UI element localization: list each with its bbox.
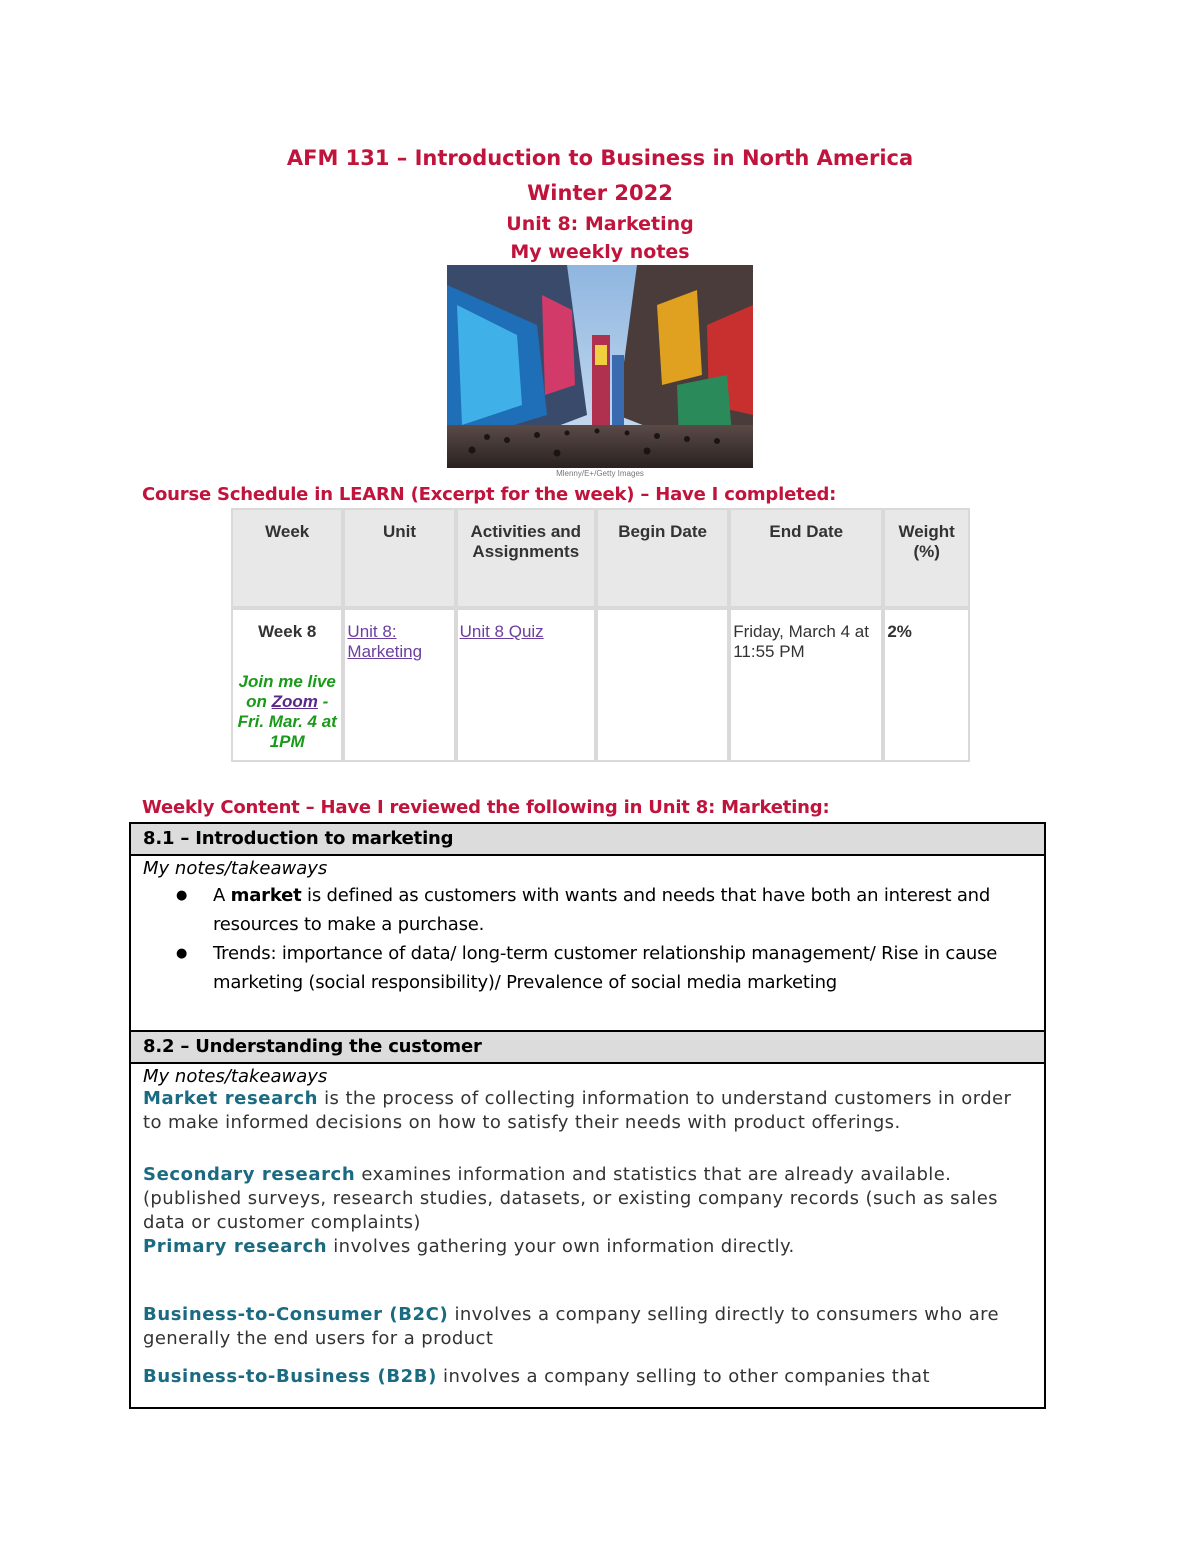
schedule-table (231, 508, 970, 762)
schedule-heading: Course Schedule in LEARN (Excerpt for the week) – Have I completed: (142, 484, 837, 505)
column-header: Weight (%) (883, 508, 970, 608)
term: Business-to-Consumer (B2C) (143, 1304, 449, 1325)
term: Primary research (143, 1236, 328, 1257)
term: Secondary research (143, 1164, 356, 1185)
paragraph-secondary-research (143, 1163, 1032, 1235)
zoom-link[interactable]: Zoom (271, 692, 318, 711)
paragraph-b2b (143, 1365, 1032, 1389)
column-header: Unit (343, 508, 455, 608)
paragraph-b2c (143, 1303, 1032, 1351)
notes-label: My notes/takeaways (143, 1066, 328, 1087)
column-header: Week (231, 508, 343, 608)
live-session-note (235, 672, 339, 752)
column-header: End Date (729, 508, 883, 608)
section-8-2-title: 8.2 – Understanding the customer (131, 1032, 1044, 1064)
weekly-content-table (129, 822, 1046, 1409)
unit-link[interactable]: Unit 8: Marketing (347, 622, 423, 661)
image-credit: Mlenny/E+/Getty Images (556, 469, 644, 478)
term-label: Winter 2022 (527, 181, 673, 205)
notes-label: My notes/takeaways (143, 858, 328, 879)
quiz-link[interactable]: Unit 8 Quiz (459, 622, 544, 641)
market-term: market (230, 885, 302, 906)
column-header: Activities and Assignments (456, 508, 596, 608)
section-8-2-body (131, 1064, 1044, 1391)
definition: is the process of collecting information to understand customers in order to make informed decisions on how to satisfy their needs with product offerings. (143, 1088, 1012, 1133)
weekly-content-heading: Weekly Content – Have I reviewed the following in Unit 8: Marketing: (142, 797, 830, 818)
course-title: AFM 131 – Introduction to Business in North America (286, 146, 914, 170)
table-row (231, 608, 970, 762)
unit-cell (343, 608, 455, 762)
weight-cell: 2% (883, 608, 970, 762)
table-header-row (231, 508, 970, 608)
list-item: ● Trends: importance of data/ long-term customer relationship management/ Rise in cause marketing (social responsibility)/ Prevalence of social media marketing (213, 939, 1032, 997)
end-date-cell: Friday, March 4 at 11:55 PM (729, 608, 883, 762)
section-8-1-body (131, 856, 1044, 1032)
text-span: A (213, 885, 231, 906)
live-prefix: Join me live on (238, 672, 336, 711)
document-header (0, 140, 1200, 266)
unit-title: Unit 8: Marketing (506, 213, 694, 235)
definition: involves a company selling directly to consumers who are generally the end users for a product (143, 1304, 1000, 1349)
notes-list (143, 881, 1032, 997)
times-square-photo (447, 265, 753, 468)
begin-date-cell (596, 608, 729, 762)
list-item (213, 881, 1032, 939)
notes-subtitle: My weekly notes (510, 241, 690, 263)
paragraph-primary-research (143, 1235, 1032, 1259)
text-span: is defined as customers with wants and needs that have both an interest and resources to make a purchase. (213, 885, 991, 935)
term: Market research (143, 1088, 319, 1109)
definition: examines information and statistics that are already available. (published surveys, research studies, datasets, or existing company records (such as sales data or customer complaints) (143, 1164, 998, 1233)
definition: involves a company selling to other companies that (436, 1366, 930, 1387)
definition: involves gathering your own information directly. (327, 1236, 795, 1257)
week-label: Week 8 (258, 622, 317, 641)
section-8-1-title: 8.1 – Introduction to marketing (131, 824, 1044, 856)
term: Business-to-Business (B2B) (143, 1366, 437, 1387)
column-header: Begin Date (596, 508, 729, 608)
paragraph-market-research (143, 1087, 1032, 1135)
live-suffix: - Fri. Mar. 4 at 1PM (237, 692, 337, 751)
week-cell (231, 608, 343, 762)
activity-cell (456, 608, 596, 762)
